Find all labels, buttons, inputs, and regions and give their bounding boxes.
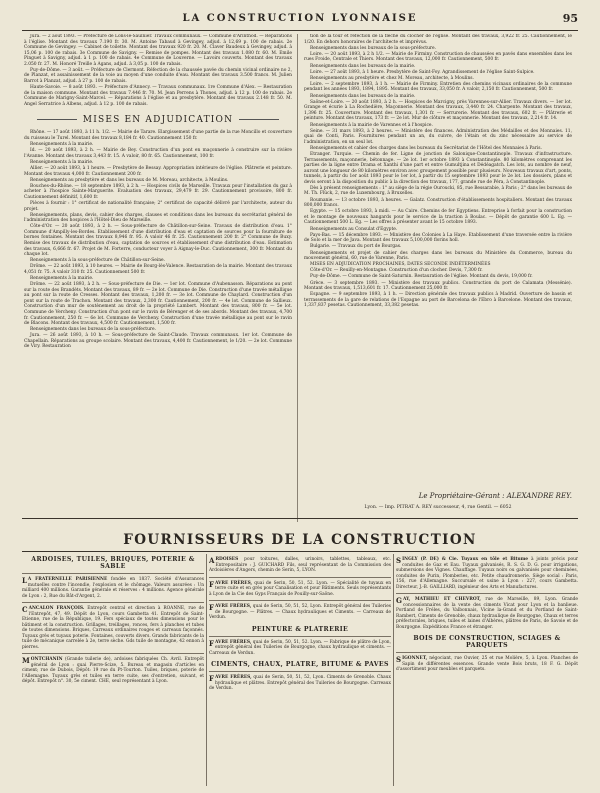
notice-paragraph: Allier. — 20 août 1893, à 1 heure. — Presbytère de Bessay. Appropriation intérieure de l'église. Plâtrerie et peinture. Montant des travaux 4,000 fr. Cautionnement 200 fr. [24, 165, 292, 177]
supplier-text: négociant, rue Ouvier, 25 et rue Molière, 5, à Lyon. Planches de Sapin de différentes essences. Grande vente Bois bruts, 18 F. G. Dépôt d'assortiment pour meubles et parquets. [396, 656, 578, 672]
notice-paragraph: Renseignements au presbytère et dans les bureaux de M. Moreau, architecte, à Moulins. [30, 177, 229, 183]
notice-paragraph: Loire. — 20 août 1893, à 2 h 1/2. — Mairie de Firminy. Construction de chaussées en pavés dans ensembles dans les rues Froide, Centrale et Thiers. Montant des travaux, 12,000 fr. Cautionnement, 500 fr. [304, 51, 572, 63]
printer-imprint: Lyon. — Imp. PITRAT A. REY successeur, 4, rue Gentil. — 6052 [364, 505, 512, 510]
suppliers-divider [393, 554, 394, 786]
supplier-advert [209, 554, 391, 577]
journal-title: LA CONSTRUCTION LYONNAISE [182, 13, 418, 24]
supplier-text: quai de Serin, 50, 51, 52, Lyon. Entrepôt général des Tuileries de Bourgogne. — Plâtres. — Chaux hydrauliques et Ciments. — Carreaux de Verdun. [209, 604, 391, 620]
supplier-advert [396, 593, 578, 633]
notice-paragraph: Puy-de-Dôme. — Commune de Saint-Saturnin. Restauration de l'église. Montant du devis, 19,000 fr. [310, 274, 533, 280]
notice-paragraph: Drôme. — 22 août 1893, à 10 heures. — Mairie de Bourg-lès-Valence. Restauration de la mairie. Montant des travaux 4,051 fr. 75. A valoir 310 fr. 25. Cautionnement 500 fr. [24, 264, 292, 275]
supplier-advert [22, 602, 204, 653]
suppliers-grid [22, 554, 578, 786]
notice-paragraph: Grèce. — 3 septembre 1893. — Ministère des travaux publics. Construction du port de Calamata (Messénie). Montant des travaux, 1,513,601 fr. 17. Cautionnement 25,000 fr. [304, 280, 572, 292]
supplier-text: fondée en 1837. Société d'Assurances mutuelles contre l'incendie, l'explosion et le chômage. Valeurs assurées : Un milliard 400 millions. Garantie générale et réserves : 4 millions. Agence générale de Lyon : 2, Rue du Bât-d'Argent, 2. [22, 577, 204, 599]
notice-paragraph: Côte-d'Or. — 20 août 1893, à 2 h. — Sous-préfecture de Châtillon-sur-Seine. Travaux de distribution d'eau. 1° Commune d'Ampilly-les-Bordes. Etablissement d'une distribution d'eau et captation de sources pour la fourniture de bornes fontaines. Montant des travaux 8,946 fr. 95. A valoir 46 fr. 25. Cautionnement 200 fr. 2° Commune de Buxy. Remise des travaux de distribution d'eau, captation de sources et établissement d'une distribution d'eau. Estimation des travaux, 6,666 fr. 67. Projet de M. Forterre, conducteur voyer à Aignay-le-Duc. Cautionnement, 300 fr. Montant du chaque lot. [24, 224, 292, 258]
publisher-signature: Le Propriétaire-Gérant : ALEXANDRE REY. [418, 492, 572, 500]
notice-paragraph: Seine. — 31 mars 1893, à 2 heures. — Ministère des finances. Administration des Médailles et des Monnaies. 11, quai de Conti, Paris. Fournitures pendant un an, du cuivre, de l'étain et du zinc nécessaire au service de l'administration, en un seul lot. [304, 128, 572, 145]
notice-paragraph: Loire. — 27 août 1893, à 1 heure. Presbytère de Saint-Foy. Agrandissement de l'église Saint-Sulpice. [310, 69, 535, 75]
category-heading: PEINTURE & PLATRERIE [251, 625, 349, 633]
section-heading: MISES EN ADJUDICATION [24, 115, 292, 126]
suppliers-title: FOURNISSEURS DE LA CONSTRUCTION [123, 532, 477, 548]
notice-paragraph: Loire. — 2 septembre 1893, à 1 h. — Mairie de Firminy. Entretien des chemins vicinaux ordinaires de la commune pendant les années 1893, 1894, 1895. Montant des travaux, 33,050 fr. A valoir, 2,150 fr. Cautionnement, 500 fr. [304, 81, 572, 93]
notice-paragraph: Bulgarie. — Travaux du port de Bourgas. [310, 244, 402, 250]
suppliers-column-2 [209, 554, 391, 786]
supplier-text: quai de Serin, 50, 51, 52. Lyon. — Spécialité de tuyaux en terre cuite et en grès pour Canalisation et pour Bâtiments. Seuls représentants à Lyon de la Cie des Gyps Français de Pouilly-sur-Saône. [209, 580, 391, 597]
notice-paragraph: Renseignements dans les bureaux de la sous-préfecture. [310, 45, 436, 51]
notice-paragraph: Renseignements dans les bureaux de la sous-préfecture. [30, 327, 156, 333]
notice-paragraph: Saône-et-Loire. — 20 août 1893, à 2 h. — Hospices de Marcigny, près Varennes-sur-Allier. Travaux divers. — 1er lot. Grange et écurie à La Rochedière, Maçonnerie. Montant des travaux, 3,440 fr. 24. Charpente. Montant des travaux, 1,396 fr. 25. Couverture. Montant des travaux, 1,301 fr. — Serrurerie. Montant des travaux, 602 fr. — Plâtrerie et peinture. Montant des travaux, 173 fr. — 2e lot. Mur de clôture et maçonnerie. Montant des travaux, 2,214 fr. 14. [304, 99, 572, 122]
notice-paragraph: Renseignements au presbytère et chez M. Moreau, architecte, à Moulins. [310, 75, 474, 81]
notice-paragraph: Jura. — 26 août 1893, à 10 h. — Sous-préfecture de Saint-Claude. Travaux communaux. 1er lot. Commune de Chapellain. Réparations au groupe scolaire. Montant des travaux, 4,400 fr. Cautionnement, le 1/20. — 2e lot. Commune de Viry. Restauration [24, 333, 292, 350]
column-divider [297, 34, 298, 522]
supplier-name: IGONNET, [402, 656, 428, 661]
notice-paragraph: Egypte. — 15 octobre 1893, à midi. — Au Caire. Chemins de fer Egyptiens. Entreprise à forfait pour la construction et le montage de nouveaux hangards pour le service de la traction à Boulac. — Dépôt de garantie 600 L. Eg. — Cautionnement 500 L. Eg. — Les offres à présenter avant le 15 octobre 1893. [304, 209, 572, 226]
notice-paragraph: Etranger. Turquie. — Chemin de fer. Ligne de jonction de Salonique-Constantinople. Travaux d'infrastructure. Terrassements, maçonnerie, bétonnage. — 2e lot. 1er octobre 1893 à Constantinople. 80 kilomètres comprenant les parties de la ligne entre Drama et Xanthi d'une part et entre Gumultjina et Dédéagatch. Les lots, au nombre de neuf, auront une longueur de 80 kilomètres environ avec groupement possible pour plusieurs. Nouveaux travaux d'art, ponts, tunnels, à partir du 1er août 1893 pour le 1er lot, à partir du 15 septembre 1893 pour le 2e lot. Les dossiers, plans et devis seront à la disposition du public à la direction des travaux, 177, grande rue de Péra, à Constantinople. [304, 152, 572, 185]
category-heading: ARDOISES, TUILES, BRIQUES, POTERIE & SABLE [31, 556, 195, 570]
suppliers-column-1 [22, 554, 204, 786]
drop-cap: G [396, 596, 402, 605]
supplier-advert [209, 671, 391, 695]
supplier-advert [209, 600, 391, 624]
supplier-text: (Grande tuilerie de), ardoises fabriquées Ch. Avril. Entrepôt général de Lyon : quai Pierre-Scize, 5. Bureau et magasin d'articles en ciment; rue de Dubois, Dépôt: 19 rue du Pt-Tourton. Tuiles, briques, poterie de l'Allemagne. Tuyaux grès et tuiles en terre cuite, ses d'entretien, suivant, et dépôt. Entrepôt n°. 30, 5e ciment. CHE, seul représentant à Lyon. [22, 657, 204, 684]
drop-cap: S [396, 655, 402, 664]
suppliers-rule [22, 551, 578, 552]
notice-paragraph: tion de la tour et réfection de la flèche du clocher de l'église. Montant des travaux, 3,922 fr. 25. Cautionnement, le 1/20. En dehors honoraires de l'architecte et imprévus. [304, 34, 572, 45]
notice-paragraph: Renseignements, plans, devis, cahier des charges, clauses et conditions dans les bureaux du secrétariat général de l'administration des hospices à l'Hôtel-Dieu de Marseille. [24, 212, 292, 224]
notice-paragraph: Renseignements à la sous-préfecture de Châtillon-sur-Seine. [30, 258, 166, 264]
supplier-text: pour toitures, dalles, urinoirs, tablettes, tableaux, etc. Entrepositaire : J. GUICHARD Fils, seul représentant de la Commission des Ardoisières d'Angers, chemin de Serin, 5, LYON. [209, 557, 391, 573]
supplier-text: à joints précis pour conduites de Gaz et Eau. Tuyaux galvanisés, R. S. G. D. G. pour irrigations, submersions des Vignes. Chauffage. Tuyaux noirs ou galvanisés pour cheminées, conduites de Purin, Plomberies, etc. Petite chaudronnerie. Siège social : Paris, 156, rue d'Allemagne. Succursale et usine à Lyon : 227, cours Gambetta. Directeur, J.-B. GAILLIARD, ingénieur des Arts et Manufactures. [396, 557, 578, 590]
notice-paragraph: Renseignements dans les bureaux de la mairie. [310, 63, 416, 69]
notice-paragraph: Id. — 20 août 1893, à 2 h. — Mairie de Bey. Construction d'un pont en maçonnerie à construire sur la rivière l'Avanne. Montant des travaux 3,443 fr. 15. A valoir, 80 fr. 65. Cautionnement, 100 fr. [24, 148, 292, 159]
notice-paragraph: Renseignements et projet de cahier des charges dans les bureaux du Ministère du Commerce, bureau du mouvement général, 60, rue de Varenne, Paris. [304, 250, 572, 262]
supplier-advert [22, 653, 204, 688]
notice-paragraph: Renseignements à la mairie. [30, 276, 94, 282]
drop-cap: M [22, 656, 30, 665]
supplier-name: INGLY (P. DE) & Cie. Tuyaux en tôle et Bitume [402, 557, 529, 562]
drop-cap: A [209, 556, 215, 565]
notice-paragraph: Drôme. — 22 août 1893, à 2 h. — Sous-préfecture de Die. — 1er lot. Commune d'Aubenasson. Réparations au pont sur la route des Brandèts. Montant des travaux, 89 fr. — 2e lot. Commune de Die. Construction d'une travée métallique au pont sur la route de Cresses. Montant des travaux, 1,200 fr. — 3e lot. Commune de Chaylard. Construction d'un pont sur la route de Trachon. Montant des travaux, 2,300 fr. Cautionnement, 200 fr. — 4e lot. Commune de Sallieux. Construction d'un mur de soutènement au droit de la propriété Lambert. Montant des travaux, 800 fr. — 5e lot. Commune de Vercheny. Construction d'un pont sur le ravin de Bérenger et de ses abords. Montant des travaux, 4,700 fr. Cautionnement, 250 fr. — 6e lot. Commune de Vercheny. Construction d'une travée métallique au pont sur le ravin de Blacons. Montant des travaux, 4,500 fr. Cautionnement, 1,500 fr. [24, 282, 292, 327]
notice-paragraph: Puy-de-Dôme. — 3 août. — Préfecture de Clermont. Réfection de la chaussée pavée du chemin vicinal ordinaire no 2, de Planzat, et assainissement de la voie au moyen d'une conduite d'eau. Montant des travaux 3.500 francs. M. Julien Barrot à Planzat, adjud. à 27 p. 100 de rabais. [24, 67, 292, 84]
suppliers-column-3 [396, 554, 578, 786]
drop-cap: L [22, 576, 27, 585]
drop-cap: S [396, 556, 402, 565]
notice-paragraph: Rhône. — 17 août 1893, à 11 h. 1/2. — Mairie de Tarare. Elargissement d'une partie de la rue Moncillo et couverture du ruisseau le Turel. Montant des travaux 8,184 fr. 40. Cautionnement 150 fr. [24, 130, 292, 141]
notice-paragraph: Pays-Bas. — 15 décembre 1893. — Ministère des Colonies à La Haye. Etablissement d'une traversée entre la rivière de Solo et la mer de Java. Montant des travaux 5,100,000 florins holl. [304, 232, 572, 244]
notice-paragraph: Renseignements à la mairie. [30, 141, 94, 147]
left-column [24, 34, 292, 522]
supplier-name: AVRE FRÈRES, [214, 580, 253, 586]
notice-paragraph: Roumanie. — 13 octobre 1893, à heures. — Galatz. Construction d'établissements hospitaliers. Montant des travaux 800,000 francs. [304, 197, 572, 209]
supplier-advert [396, 554, 578, 593]
supplier-name: RDOISES [215, 557, 239, 562]
drop-cap: F [209, 603, 214, 612]
notice-paragraph: Renseignements dans les bureaux de la mairie. [310, 93, 416, 99]
supplier-text: quai de Serin, 50, 51, 52. Lyon. — Fabrique de plâtre de Lyon, entrepôt général des Tuileries de Bourgogne, chaux hydraulique et ciments. — Carreaux de Verdun. [209, 639, 391, 656]
drop-cap: F [209, 674, 214, 683]
notice-paragraph: Espagne. — 9 septembre 1893, à 1 h. — Direction générale des travaux publics à Madrid. Ouverture de bassin et terrassements de la gare de relations de l'Espagne au port de Barcelona de l'Ebro à Barcelone. Montant des travaux, 1,337,837 pesetas. Cautionnement, 33,382 pesetas. [304, 292, 572, 309]
drop-cap: C [22, 605, 28, 614]
category-heading: CIMENTS, CHAUX, PLATRE, BITUME & PAVES [211, 661, 389, 668]
suppliers-divider [206, 554, 207, 786]
notice-paragraph: Haute-Savoie. — 8 août 1893. — Préfecture d'Annecy. — Travaux communaux. 1re Commune d'Alex. — Restauration de la maison commune. Montant des travaux 7.446 fr. 70. M. Jean Perrens à Thones, adjud. à 12 p. 100 de rabais. 2e Commune de Marigny-Saint-Marcel. — Réparations à l'église et au presbytère. Montant des travaux 2.148 fr. 50. M. Angel Serratrice à Albens, adjud. à 12 p. 100 de rabais. [24, 85, 292, 107]
notice-paragraph: Bouches-du-Rhône. — 18 septembre 1893, à 2 h. — Hospices civils de Marseille. Travaux pour l'installation du gaz à acheter à l'hospice Sainte-Marguerite. Evaluation des travaux, 29,479 fr. 29. Cautionnement provisoire, 800 fr. Cautionnement définitif, 1,600 fr. [24, 183, 292, 200]
notice-paragraph: Dès à présent renseignements : 1° au siège de la régie Ouroucki, 85, rue Bessarabie, à Paris ; 2° dans les bureaux de M. Th. Flück, 2, rue de Luxembourg, à Bruxelles. [304, 185, 572, 197]
right-column [304, 34, 572, 489]
header-rule [22, 30, 578, 31]
supplier-name: AVRE FRÈRES, [214, 675, 252, 680]
notice-paragraph: Pièces à fournir : 1° certificat de nationalité française; 2° certificat de capacité délivré par l'architecte, auteur du projet. [24, 201, 292, 212]
category-heading: BOIS DE CONSTRUCTION, SCIAGES & PARQUETS [413, 635, 561, 649]
supplier-advert [22, 573, 204, 602]
supplier-name: ANCALON FRANÇOIS. [28, 606, 85, 611]
supplier-name: AVRE FRÈRES, [214, 639, 252, 645]
page-number: 95 [562, 12, 578, 25]
supplier-name: ONTCHANIN [30, 657, 63, 662]
notice-paragraph: Côte-d'Or. — Reuilly-en-Montagne. Construction d'un clocher. Devis, 7,300 fr. [310, 268, 483, 274]
page-header [0, 13, 600, 29]
supplier-name: A FRATERNELLE PARISIENNE [27, 577, 108, 582]
supplier-name: AY, MATHIEU ET CHEVROT, [402, 597, 481, 602]
supplier-advert [209, 636, 391, 660]
supplier-text: rue de Marseille, 89, Lyon. Grande concessionnaires de la vente des ciments Vicat pour Lyon et la banlieue. Portland de Fréles, du Valbonnais, Vicine la-Grand et du Portland de Saint-Rambert, Ciments de Grenoble, chaux hydraulique de Bourgogne, Chaux et terres préfectorales, briques, tuiles et laines d'Albères, plâtres de Paris, de Savoie et de Bourgogne. Expéditions France et étranger. [396, 597, 578, 630]
notice-paragraph: Renseignements à la mairie de Varennes et à l'hospice. [310, 122, 433, 128]
drop-cap: F [209, 579, 214, 589]
notice-paragraph: Jura. — 2 août 1893. — Préfecture de Lons-le-Saulnier. Travaux communaux. — Commune d'Arinthod. — Réparations à l'église. Montant des travaux 7.190 fr. 30. M. Antoine Tabaud à Gevingey, adjud. à 12,69 p. 100 de rabais. 2e Commune de Gevingey. — Cabinet de toilette. Montant des travaux 920 fr. 20. M. Claver Baudeux à Gevingey, adjud. à 15,06 p. 100 de rabais. 3e Commune de Savigny. — Remise de pompes. Montant des travaux 1.080 fr. 60. M. Emile Pinguet à Savigny, adjud. à 1 p. 100 de rabais. 4e Commune de Louverne. — Lavoirs couverts. Montant des travaux 2.050 fr. 27. M. Honoré Treille à Agans, adjud. à 3,05 p. 100 de rabais. [24, 34, 292, 67]
drop-cap: F [209, 638, 214, 648]
notice-paragraph: Renseignements et cahier des charges dans les bureaux du Secrétariat de l'Hôtel des Monnaies à Paris. [310, 145, 542, 151]
supplier-advert [396, 652, 578, 676]
notice-paragraph: Renseignements au Consulat d'Egypte. [310, 226, 398, 232]
supplier-advert [209, 577, 391, 601]
imprint-rule [22, 518, 578, 519]
supplier-name: AVRE FRÈRES, [214, 604, 252, 609]
supplier-text: quai de Serin, 50, 51, 52, Lyon. Ciments de Grenoble. Chaux hydraulique et plâtres. Entrepôt général des Tuileries de Bourgogne. Carreaux de Verdun. [209, 675, 391, 691]
notice-paragraph: Renseignements à la mairie. [30, 159, 94, 165]
supplier-text: Entrepôt central et direction à ROANNE, rue de l'Entrepôt, 47, 49. Dépôt de Lyon, cours Gambetta 41. Entrepôt de Saint-Etienne, rue de la République, 19. Fers spéciaux de toutes dimensions pour le bâtiment et la construction. Grillages, treillages, ronces, fers à planches et tubes de toutes dimensions. Briques, Carreaux ordinaires rouges et carreaux façonnés. Tuyaux grès et tuyaux poterie. Fontaines, couverts divers. Grands fabricants de la tuile de mécanique carrelée à 2e, terre sèche. Gds tuile de montagne, 42 ennon à pierres. [22, 606, 204, 650]
notice-paragraph: MISES EN ADJUDICATION PROCHAINES, DATES SECONDE INDÉTERMINÉES [310, 262, 491, 268]
